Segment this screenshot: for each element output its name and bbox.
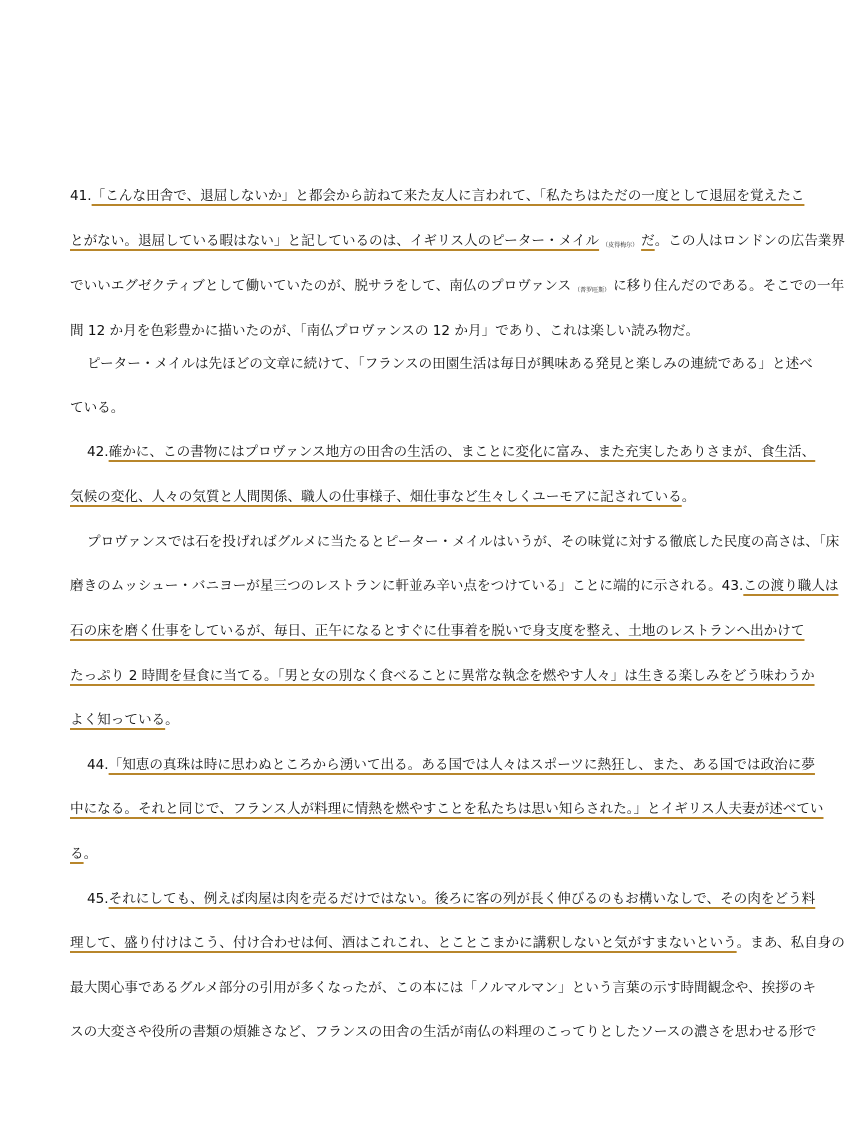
text-line [87, 352, 813, 376]
text-segment: ピーター・メイルは先ほどの文章に続けて、「フランスの田園生活は毎日が興味ある発見と楽しみの連続である」と述べ [87, 356, 813, 372]
text-segment: に移り住んだのである。そこでの一年 [613, 278, 845, 294]
text-segment: 。 [681, 489, 696, 505]
underlined-text: 中になる。それと同じで、フランス人が料理に情熱を燃やすことを私たちは思い知らされた。」とイギリス人夫妻が述べてい [70, 801, 824, 817]
annotation-text: （普罗旺斯） [574, 287, 611, 294]
text-line [70, 797, 824, 821]
underlined-text: とがない。退屈している暇はない」と記しているのは、イギリス人のピーター・メイル [70, 233, 600, 249]
text-line [70, 396, 730, 420]
text-segment: 。 [165, 712, 179, 728]
text-line [87, 753, 815, 777]
underlined-text: それにしても、例えば肉屋は肉を売るだけではない。後ろに客の列が長く伸びるのもお構いなしで、その肉をどう料 [108, 891, 816, 907]
text-line [70, 1020, 817, 1044]
text-segment: スの大変さや役所の書類の煩雑さなど、フランスの田舎の生活が南仏の料理のこってりとしたソースの濃さを思わせる形で [70, 1024, 817, 1040]
underlined-text: この渡り職人は [743, 578, 839, 594]
annotation-text: （皮得梅尔） [602, 242, 639, 249]
text-line [70, 931, 845, 955]
underlined-text: 「こんな田舎で、退屈しないか」と都会から訪ねて来た友人に言われて、「私たちはただの一度として退屈を覚えたこ [91, 188, 805, 204]
text-segment: 間 12 か月を色彩豊かに描いたのが、「南仏プロヴァンスの 12 か月」であり、これは楽しい読み物だ。 [70, 323, 700, 339]
text-line [70, 664, 815, 688]
underlined-text: よく知っている [70, 712, 166, 728]
text-segment: 。この人はロンドンの広告業界 [654, 233, 845, 249]
underlined-text: 石の床を磨く仕事をしているが、毎日、正午になるとすぐに仕事着を脱いで身支度を整え、土地のレストランへ出かけて [70, 623, 805, 639]
text-segment: 44. [87, 757, 109, 773]
text-segment: 41. [70, 188, 92, 204]
text-segment: ている。 [70, 400, 125, 416]
text-line [70, 229, 845, 253]
text-segment: 。まあ、私自身の [736, 935, 845, 951]
text-line [70, 319, 730, 343]
underlined-text: 「知恵の真珠は時に思わぬところから湧いて出る。ある国では人々はスポーツに熱狂し、また、ある国では政治に夢 [108, 757, 815, 773]
text-line [87, 440, 816, 464]
text-line [70, 619, 805, 643]
text-line [87, 530, 840, 554]
text-segment: プロヴァンスでは石を投げればグルメに当たるとピーター・メイルはいうが、その味覚に対する徹底した民度の高さは、「床 [87, 534, 840, 550]
text-segment: 42. [87, 444, 109, 460]
text-line [70, 708, 730, 732]
underlined-text: たっぷり 2 時間を昼食に当てる。「男と女の別なく食べることに異常な執念を燃やす人々」は生きる楽しみをどう味わうか [70, 668, 815, 684]
text-line [70, 574, 839, 598]
text-line [70, 274, 845, 298]
text-segment: 。 [83, 846, 98, 862]
text-segment: 磨きのムッシュー・バニヨーが星三つのレストランに軒並み辛い点をつけている」ことに端的に示される。43. [70, 578, 744, 594]
underlined-text: 確かに、この書物にはプロヴァンス地方の田舎の生活の、まことに変化に富み、また充実したありさまが、食生活、 [108, 444, 816, 460]
text-line [70, 184, 805, 208]
text-line [70, 485, 730, 509]
text-line [70, 976, 817, 1000]
text-segment: 45. [87, 891, 109, 907]
underlined-text: だ [641, 233, 655, 249]
text-segment: でいいエグゼクティブとして働いていたのが、脱サラをして、南仏のプロヴァンス [70, 278, 572, 294]
text-line [87, 887, 816, 911]
underlined-text: 理して、盛り付けはこう、付け合わせは何、酒はこれこれ、とことこまかに講釈しないと気がすまないという [70, 935, 737, 951]
text-segment: 最大関心事であるグルメ部分の引用が多くなったが、この本には「ノルマルマン」という言葉の示す時間観念や、挨拶のキ [70, 980, 817, 996]
underlined-text: る [70, 846, 84, 862]
underlined-text: 気候の変化、人々の気質と人間関係、職人の仕事様子、畑仕事など生々しくユーモアに記されている [70, 489, 682, 505]
text-line [70, 842, 730, 866]
